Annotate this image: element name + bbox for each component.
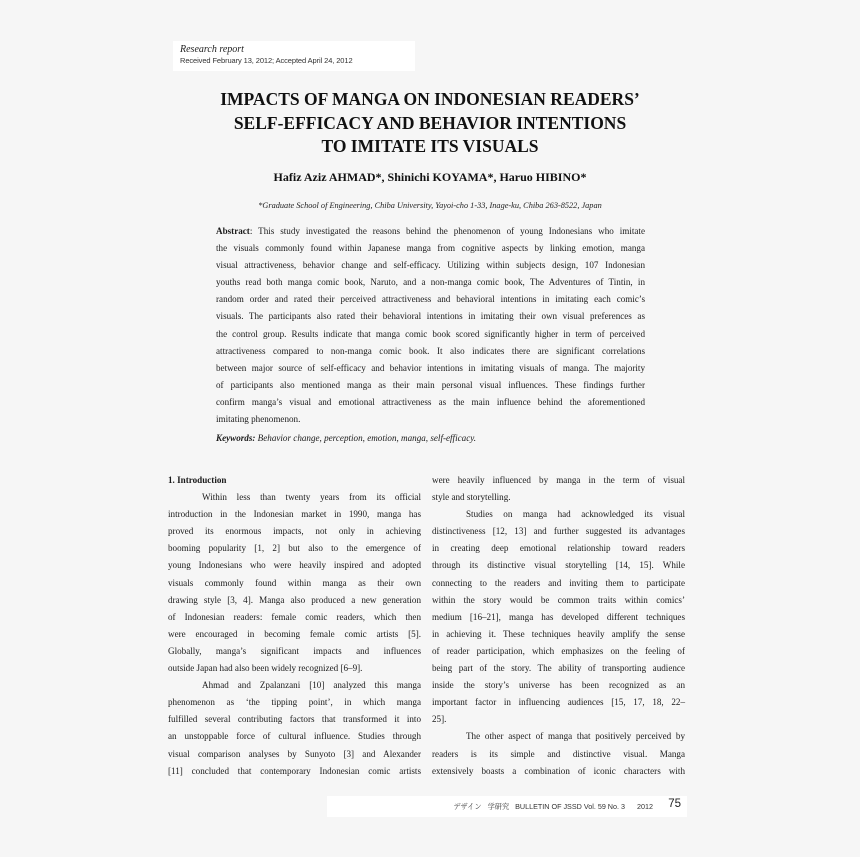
body-line: in creating deep emotional relationship toward readers — [432, 543, 685, 554]
journal-name-jp: 学研究 — [487, 802, 510, 811]
abstract-line: the visuals commonly found within Japanese manga from cognitive aspects by linking emotion, manga — [216, 243, 645, 254]
body-line: extensively boasts a combination of iconic characters with — [432, 765, 685, 776]
body-line: of Indonesian readers: female comic readers, which then — [168, 611, 421, 622]
body-line: 25]. — [432, 714, 447, 725]
abstract-line: of participants also mentioned manga as their main personal visual influences. These findings further — [216, 379, 645, 390]
paper-title — [150, 88, 710, 159]
body-line: through its distinctive visual storytelling [14, 15]. While — [432, 560, 685, 571]
body-line: visual comparison analyses by Sunyoto [3] and Alexander — [168, 748, 421, 759]
body-line: distinctiveness [12, 13] and further suggested its advantages — [432, 526, 685, 537]
body-line: fulfilled several contributing factors that transformed it into — [168, 714, 421, 725]
body-line: drawing style [3, 4]. Manga also produced a new generation — [168, 594, 421, 605]
received-accepted-dates: Received February 13, 2012; Accepted April 24, 2012 — [180, 56, 353, 65]
body-line: readers is its simple and distinctive visual. Manga — [432, 748, 685, 759]
keywords-value: Behavior change, perception, emotion, manga, self-efficacy. — [255, 433, 477, 443]
body-line: within the story would be common traits within comics’ — [432, 594, 685, 605]
article-header — [173, 41, 415, 71]
body-line: visuals commonly found within manga as their own — [168, 577, 421, 588]
page-number: 75 — [668, 798, 681, 810]
body-line: Globally, manga’s significant impacts and influences — [168, 645, 421, 656]
body-line: phenomenon as ‘the tipping point’, in which manga — [168, 697, 421, 708]
affiliation: *Graduate School of Engineering, Chiba University, Yayoi-cho 1-33, Inage-ku, Chiba 263-8522, Japan — [258, 201, 602, 210]
abstract-line: the control group. Results indicate that manga comic book scored significantly higher in term of perceived — [216, 328, 645, 339]
body-line: of reader participation, which emphasizes on the feeling of — [432, 645, 685, 656]
abstract-line: confirm manga’s visual and emotional attractiveness as the main influence behind the aforementioned — [216, 396, 645, 407]
title-line: TO IMITATE ITS VISUALS — [321, 136, 539, 156]
body-line: Within less than twenty years from its official — [202, 492, 421, 503]
body-line: booming popularity [1, 2] but also to the emergence of — [168, 543, 421, 554]
body-line: [11] concluded that contemporary Indonesian comic artists — [168, 765, 421, 776]
body-line: outside Japan had also been widely recognized [6–9]. — [168, 663, 363, 674]
body-column-left — [168, 472, 421, 780]
abstract-line: random order and rated their perceived attractiveness and behavioral intentions in imitating each comic’s — [216, 294, 645, 305]
keywords-label: Keywords: — [216, 433, 256, 443]
body-line: medium [16–21], manga has developed different techniques — [432, 611, 685, 622]
abstract-line: visual attractiveness, behavior change and self-efficacy. Utilizing within subjects design, 107 Indonesian — [216, 260, 645, 271]
section-heading: 1. Introduction — [168, 475, 227, 485]
abstract-line: Abstract: This study investigated the reasons behind the phenomenon of young Indonesians who imitate — [216, 226, 645, 236]
body-line: Ahmad and Zpalanzani [10] analyzed this manga — [202, 680, 421, 691]
journal-year: 2012 — [637, 802, 653, 811]
abstract-line: visuals. The participants also rated their behavioral intentions in imitating their own visual preferences as — [216, 311, 645, 322]
abstract-line: youths read both manga comic book, Naruto, and a non-manga comic book, The Adventures of Tintin, in — [216, 277, 645, 288]
abstract — [216, 223, 645, 428]
body-line: Studies on manga had acknowledged its visual — [466, 509, 685, 520]
title-line: IMPACTS OF MANGA ON INDONESIAN READERS’ — [220, 89, 640, 109]
page-footer — [327, 796, 687, 817]
body-line: The other aspect of manga that positively perceived by — [466, 731, 685, 742]
body-line: were heavily influenced by manga in the term of visual — [432, 475, 685, 485]
journal-name-en: BULLETIN OF JSSD Vol. 59 No. 3 — [515, 802, 625, 811]
body-line: young Indonesians who were heavily inspired and adopted — [168, 560, 421, 571]
body-line: an unstoppable force of cultural influence. Studies through — [168, 731, 421, 742]
article-type: Research report — [180, 44, 244, 55]
body-line: inside the story’s universe has been recognized as an — [432, 680, 685, 691]
body-line: connecting to the readers and inviting them to participate — [432, 577, 685, 588]
abstract-line: attractiveness compared to non-manga comic book. It also indicates there are significant correlations — [216, 345, 645, 356]
abstract-line: imitating phenomenon. — [216, 414, 301, 425]
body-line: important factor in influencing audiences [15, 17, 18, 22– — [432, 697, 685, 708]
body-line: were encouraged in becoming female comic artists [5]. — [168, 628, 421, 639]
body-line: being part of the story. The ability of transporting audience — [432, 663, 685, 674]
author-list: Hafiz Aziz AHMAD*, Shinichi KOYAMA*, Haruo HIBINO* — [273, 170, 587, 184]
journal-citation — [447, 802, 653, 812]
body-line: style and storytelling. — [432, 492, 511, 503]
journal-name-jp: デザイン — [453, 802, 482, 811]
abstract-label: Abstract — [216, 226, 250, 236]
body-line: in achieving it. These techniques heavily amplify the sense — [432, 628, 685, 639]
keywords — [216, 433, 645, 443]
body-line: proved its enormous impacts, not only in achieving — [168, 526, 421, 537]
abstract-line: between major source of self-efficacy and behavior intentions in imitating visuals of manga. The majority — [216, 362, 645, 373]
title-line: SELF-EFFICACY AND BEHAVIOR INTENTIONS — [233, 112, 627, 133]
body-line: introduction in the Indonesian market in 1990, manga has — [168, 509, 421, 520]
body-column-right — [432, 472, 685, 780]
